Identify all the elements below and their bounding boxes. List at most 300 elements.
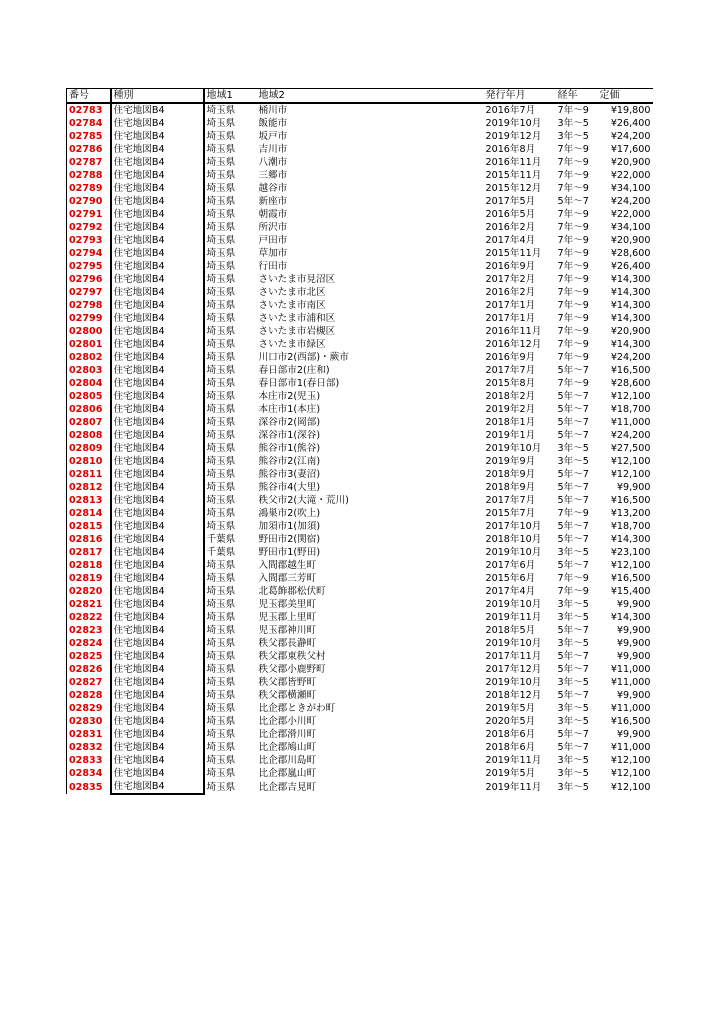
- cell-region2: 児玉郡美里町: [258, 599, 317, 610]
- cell-issued: 2020年5月: [485, 716, 536, 727]
- cell-type: 住宅地図B4: [111, 299, 204, 312]
- cell-years: 7年～9: [557, 235, 589, 246]
- header-years: 経年: [556, 89, 598, 104]
- cell-type: 住宅地図B4: [111, 156, 204, 169]
- cell-issued: 2019年5月: [485, 768, 536, 779]
- cell-number: 02821: [67, 598, 111, 611]
- cell-years: 5年～7: [557, 521, 589, 532]
- table-row: [67, 377, 653, 390]
- cell-region1: 埼玉県: [206, 365, 236, 376]
- table-row: [67, 351, 653, 364]
- cell-region1: 千葉県: [206, 534, 236, 545]
- cell-type: 住宅地図B4: [111, 702, 204, 715]
- cell-region1: 埼玉県: [206, 170, 236, 181]
- cell-type: 住宅地図B4: [111, 429, 204, 442]
- cell-region2: 桶川市: [258, 105, 288, 116]
- cell-years: 5年～7: [557, 534, 589, 545]
- cell-years: 7年～9: [557, 378, 589, 389]
- cell-region1: 埼玉県: [206, 352, 236, 363]
- table-row: [67, 156, 653, 169]
- cell-region2: 朝霞市: [258, 209, 288, 220]
- cell-type: 住宅地図B4: [111, 481, 204, 494]
- cell-price: ¥12,100: [610, 755, 651, 766]
- cell-price: ¥20,900: [610, 235, 651, 246]
- cell-price: ¥28,600: [610, 248, 651, 259]
- cell-price: ¥14,300: [610, 313, 651, 324]
- cell-price: ¥24,200: [610, 196, 651, 207]
- cell-price: ¥20,900: [610, 157, 651, 168]
- cell-price: ¥16,500: [610, 365, 651, 376]
- cell-years: 7年～9: [557, 209, 589, 220]
- cell-type: 住宅地図B4: [111, 390, 204, 403]
- cell-price: ¥34,100: [610, 222, 651, 233]
- cell-region1: 埼玉県: [206, 404, 236, 415]
- cell-number: 02827: [67, 676, 111, 689]
- cell-years: 5年～7: [557, 560, 589, 571]
- cell-number: 02802: [67, 351, 111, 364]
- cell-type: 住宅地図B4: [111, 221, 204, 234]
- cell-region1: 埼玉県: [206, 391, 236, 402]
- cell-price: ¥9,900: [616, 638, 651, 649]
- cell-issued: 2015年12月: [485, 183, 542, 194]
- cell-region2: 飯能市: [258, 118, 288, 129]
- cell-type: 住宅地図B4: [111, 195, 204, 208]
- cell-region2: 秩父郡小鹿野町: [258, 664, 326, 675]
- cell-region2: 草加市: [258, 248, 288, 259]
- cell-years: 3年～5: [557, 768, 589, 779]
- cell-years: 7年～9: [557, 261, 589, 272]
- cell-years: 3年～5: [557, 781, 589, 793]
- cell-issued: 2016年7月: [485, 105, 536, 116]
- cell-region1: 埼玉県: [206, 690, 236, 701]
- cell-type: 住宅地図B4: [111, 650, 204, 663]
- cell-issued: 2017年5月: [485, 196, 536, 207]
- table-row: [67, 260, 653, 273]
- cell-number: 02800: [67, 325, 111, 338]
- cell-region2: 川口市2(西部)・蕨市: [258, 352, 349, 363]
- cell-type: 住宅地図B4: [111, 169, 204, 182]
- cell-type: 住宅地図B4: [111, 130, 204, 143]
- cell-years: 5年～7: [557, 742, 589, 753]
- cell-region2: 秩父郡皆野町: [258, 677, 317, 688]
- cell-price: ¥19,800: [610, 105, 651, 116]
- table-body: [67, 103, 653, 794]
- cell-type: 住宅地図B4: [111, 351, 204, 364]
- cell-price: ¥24,200: [610, 131, 651, 142]
- cell-region2: 秩父郡横瀬町: [258, 690, 317, 701]
- cell-number: 02808: [67, 429, 111, 442]
- cell-issued: 2019年1月: [485, 430, 536, 441]
- cell-price: ¥13,200: [610, 508, 651, 519]
- cell-issued: 2017年2月: [485, 274, 536, 285]
- cell-number: 02813: [67, 494, 111, 507]
- table-row: [67, 143, 653, 156]
- cell-type: 住宅地図B4: [111, 689, 204, 702]
- cell-issued: 2019年9月: [485, 456, 536, 467]
- cell-number: 02823: [67, 624, 111, 637]
- cell-region2: 野田市1(野田): [258, 547, 321, 558]
- cell-issued: 2017年6月: [485, 560, 536, 571]
- cell-number: 02809: [67, 442, 111, 455]
- cell-region1: 埼玉県: [206, 482, 236, 493]
- cell-number: 02811: [67, 468, 111, 481]
- cell-price: ¥14,300: [610, 612, 651, 623]
- cell-issued: 2018年10月: [485, 534, 542, 545]
- cell-type: 住宅地図B4: [111, 663, 204, 676]
- cell-years: 7年～9: [557, 287, 589, 298]
- cell-price: ¥24,200: [610, 430, 651, 441]
- cell-region1: 埼玉県: [206, 573, 236, 584]
- cell-price: ¥9,900: [616, 729, 651, 740]
- cell-issued: 2019年10月: [485, 638, 542, 649]
- cell-region1: 埼玉県: [206, 625, 236, 636]
- cell-issued: 2018年5月: [485, 625, 536, 636]
- cell-number: 02783: [67, 103, 111, 117]
- cell-number: 02804: [67, 377, 111, 390]
- table-row: [67, 208, 653, 221]
- cell-region2: 春日部市2(庄和): [258, 365, 330, 376]
- cell-region1: 埼玉県: [206, 508, 236, 519]
- cell-region1: 埼玉県: [206, 586, 236, 597]
- cell-years: 5年～7: [557, 690, 589, 701]
- cell-issued: 2016年9月: [485, 352, 536, 363]
- table-row: [67, 364, 653, 377]
- cell-number: 02803: [67, 364, 111, 377]
- cell-number: 02833: [67, 754, 111, 767]
- cell-type: 住宅地図B4: [111, 416, 204, 429]
- cell-region2: 本庄市1(本庄): [258, 404, 321, 415]
- cell-region2: 熊谷市1(熊谷): [258, 443, 321, 454]
- cell-type: 住宅地図B4: [111, 260, 204, 273]
- cell-region1: 埼玉県: [206, 183, 236, 194]
- cell-price: ¥12,100: [610, 781, 651, 793]
- cell-number: 02828: [67, 689, 111, 702]
- cell-years: 7年～9: [557, 105, 589, 116]
- cell-years: 7年～9: [557, 222, 589, 233]
- cell-region2: 熊谷市3(妻沼): [258, 469, 321, 480]
- cell-number: 02788: [67, 169, 111, 182]
- cell-type: 住宅地図B4: [111, 208, 204, 221]
- cell-region1: 埼玉県: [206, 222, 236, 233]
- map-catalog-table: [66, 88, 653, 795]
- cell-issued: 2017年1月: [485, 313, 536, 324]
- table-row: [67, 103, 653, 117]
- cell-price: ¥16,500: [610, 716, 651, 727]
- cell-region1: 埼玉県: [206, 144, 236, 155]
- cell-region1: 埼玉県: [206, 768, 236, 779]
- cell-region2: 八潮市: [258, 157, 288, 168]
- cell-price: ¥14,300: [610, 287, 651, 298]
- table-row: [67, 195, 653, 208]
- cell-number: 02799: [67, 312, 111, 325]
- cell-issued: 2015年11月: [485, 170, 542, 181]
- cell-region1: 埼玉県: [206, 469, 236, 480]
- cell-region1: 埼玉県: [206, 287, 236, 298]
- cell-type: 住宅地図B4: [111, 520, 204, 533]
- cell-number: 02795: [67, 260, 111, 273]
- cell-type: 住宅地図B4: [111, 377, 204, 390]
- cell-years: 5年～7: [557, 664, 589, 675]
- cell-type: 住宅地図B4: [111, 455, 204, 468]
- cell-type: 住宅地図B4: [111, 234, 204, 247]
- table-row: [67, 468, 653, 481]
- cell-number: 02812: [67, 481, 111, 494]
- cell-issued: 2019年2月: [485, 404, 536, 415]
- cell-price: ¥9,900: [616, 599, 651, 610]
- cell-number: 02824: [67, 637, 111, 650]
- cell-region2: 入間郡越生町: [258, 560, 317, 571]
- cell-years: 7年～9: [557, 157, 589, 168]
- cell-issued: 2018年12月: [485, 690, 542, 701]
- cell-years: 5年～7: [557, 482, 589, 493]
- cell-price: ¥11,000: [610, 417, 651, 428]
- cell-type: 住宅地図B4: [111, 780, 204, 794]
- cell-issued: 2018年9月: [485, 469, 536, 480]
- cell-type: 住宅地図B4: [111, 507, 204, 520]
- cell-region2: 所沢市: [258, 222, 288, 233]
- cell-region1: 埼玉県: [206, 196, 236, 207]
- table-row: [67, 715, 653, 728]
- cell-region1: 埼玉県: [206, 703, 236, 714]
- table-row: [67, 624, 653, 637]
- cell-number: 02789: [67, 182, 111, 195]
- cell-years: 7年～9: [557, 508, 589, 519]
- cell-region2: 児玉郡上里町: [258, 612, 317, 623]
- table-row: [67, 234, 653, 247]
- cell-number: 02825: [67, 650, 111, 663]
- table-row: [67, 455, 653, 468]
- cell-type: 住宅地図B4: [111, 741, 204, 754]
- cell-type: 住宅地図B4: [111, 247, 204, 260]
- cell-region1: 埼玉県: [206, 131, 236, 142]
- cell-type: 住宅地図B4: [111, 143, 204, 156]
- cell-years: 7年～9: [557, 339, 589, 350]
- cell-number: 02793: [67, 234, 111, 247]
- cell-years: 3年～5: [557, 755, 589, 766]
- cell-type: 住宅地図B4: [111, 273, 204, 286]
- cell-years: 3年～5: [557, 703, 589, 714]
- table-row: [67, 689, 653, 702]
- cell-type: 住宅地図B4: [111, 364, 204, 377]
- cell-issued: 2015年6月: [485, 573, 536, 584]
- cell-price: ¥18,700: [610, 521, 651, 532]
- cell-region1: 千葉県: [206, 547, 236, 558]
- cell-issued: 2016年11月: [485, 326, 542, 337]
- cell-type: 住宅地図B4: [111, 637, 204, 650]
- cell-region2: さいたま市北区: [258, 287, 326, 298]
- table-row: [67, 390, 653, 403]
- cell-issued: 2016年2月: [485, 287, 536, 298]
- cell-number: 02822: [67, 611, 111, 624]
- cell-type: 住宅地図B4: [111, 468, 204, 481]
- cell-type: 住宅地図B4: [111, 598, 204, 611]
- cell-issued: 2019年10月: [485, 118, 542, 129]
- cell-region1: 埼玉県: [206, 235, 236, 246]
- cell-region1: 埼玉県: [206, 209, 236, 220]
- cell-region2: 本庄市2(児玉): [258, 391, 321, 402]
- cell-years: 3年～5: [557, 716, 589, 727]
- table-row: [67, 286, 653, 299]
- cell-issued: 2019年11月: [485, 612, 542, 623]
- table-row: [67, 728, 653, 741]
- cell-issued: 2017年4月: [485, 235, 536, 246]
- cell-issued: 2016年9月: [485, 261, 536, 272]
- cell-price: ¥9,900: [616, 482, 651, 493]
- cell-years: 3年～5: [557, 599, 589, 610]
- cell-region2: 秩父郡長瀞町: [258, 638, 317, 649]
- cell-years: 3年～5: [557, 612, 589, 623]
- header-region1: 地域1: [204, 89, 257, 104]
- table-row: [67, 754, 653, 767]
- cell-number: 02791: [67, 208, 111, 221]
- cell-years: 5年～7: [557, 729, 589, 740]
- cell-years: 3年～5: [557, 118, 589, 129]
- cell-issued: 2016年5月: [485, 209, 536, 220]
- cell-price: ¥23,100: [610, 547, 651, 558]
- cell-years: 7年～9: [557, 573, 589, 584]
- cell-price: ¥14,300: [610, 300, 651, 311]
- table-row: [67, 520, 653, 533]
- cell-price: ¥14,300: [610, 534, 651, 545]
- cell-type: 住宅地図B4: [111, 533, 204, 546]
- cell-region2: 入間郡三芳町: [258, 573, 317, 584]
- cell-number: 02819: [67, 572, 111, 585]
- cell-region2: 越谷市: [258, 183, 288, 194]
- cell-region1: 埼玉県: [206, 248, 236, 259]
- cell-region1: 埼玉県: [206, 755, 236, 766]
- cell-region2: 熊谷市2(江南): [258, 456, 321, 467]
- cell-years: 5年～7: [557, 651, 589, 662]
- cell-number: 02805: [67, 390, 111, 403]
- cell-price: ¥11,000: [610, 703, 651, 714]
- cell-number: 02794: [67, 247, 111, 260]
- cell-price: ¥11,000: [610, 742, 651, 753]
- cell-region1: 埼玉県: [206, 378, 236, 389]
- cell-region2: 春日部市1(春日部): [258, 378, 340, 389]
- cell-region1: 埼玉県: [206, 638, 236, 649]
- table-row: [67, 494, 653, 507]
- cell-type: 住宅地図B4: [111, 715, 204, 728]
- cell-region2: 深谷市1(深谷): [258, 430, 321, 441]
- cell-number: 02790: [67, 195, 111, 208]
- cell-region1: 埼玉県: [206, 157, 236, 168]
- cell-issued: 2018年9月: [485, 482, 536, 493]
- cell-price: ¥16,500: [610, 573, 651, 584]
- cell-years: 5年～7: [557, 495, 589, 506]
- cell-number: 02830: [67, 715, 111, 728]
- cell-years: 5年～7: [557, 404, 589, 415]
- cell-region2: 比企郡川島町: [258, 755, 317, 766]
- cell-region2: 比企郡小川町: [258, 716, 317, 727]
- cell-issued: 2019年10月: [485, 547, 542, 558]
- header-issued: 発行年月: [484, 89, 556, 104]
- cell-issued: 2019年10月: [485, 443, 542, 454]
- cell-issued: 2017年11月: [485, 651, 542, 662]
- table-header: [67, 89, 653, 104]
- cell-region1: 埼玉県: [206, 313, 236, 324]
- header-number: 番号: [67, 89, 111, 104]
- cell-issued: 2015年8月: [485, 378, 536, 389]
- cell-region1: 埼玉県: [206, 612, 236, 623]
- table-row: [67, 221, 653, 234]
- cell-years: 7年～9: [557, 248, 589, 259]
- cell-number: 02834: [67, 767, 111, 780]
- cell-price: ¥16,500: [610, 495, 651, 506]
- table-row: [67, 559, 653, 572]
- cell-years: 7年～9: [557, 170, 589, 181]
- table-row: [67, 546, 653, 559]
- cell-region1: 埼玉県: [206, 742, 236, 753]
- cell-price: ¥24,200: [610, 352, 651, 363]
- cell-region2: 秩父市2(大滝・荒川): [258, 495, 349, 506]
- table-row: [67, 416, 653, 429]
- table-row: [67, 299, 653, 312]
- cell-region1: 埼玉県: [206, 651, 236, 662]
- cell-region2: 熊谷市4(大里): [258, 482, 321, 493]
- cell-issued: 2018年6月: [485, 742, 536, 753]
- cell-type: 住宅地図B4: [111, 611, 204, 624]
- cell-years: 5年～7: [557, 625, 589, 636]
- cell-price: ¥22,000: [610, 209, 651, 220]
- cell-price: ¥20,900: [610, 326, 651, 337]
- cell-price: ¥14,300: [610, 274, 651, 285]
- header-price: 定価: [598, 89, 653, 104]
- table-row: [67, 767, 653, 780]
- cell-type: 住宅地図B4: [111, 494, 204, 507]
- table-row: [67, 780, 653, 794]
- header-type: 種別: [111, 89, 204, 104]
- cell-price: ¥15,400: [610, 586, 651, 597]
- cell-region2: 比企郡滑川町: [258, 729, 317, 740]
- cell-type: 住宅地図B4: [111, 754, 204, 767]
- cell-type: 住宅地図B4: [111, 572, 204, 585]
- cell-region2: 新座市: [258, 196, 288, 207]
- cell-price: ¥18,700: [610, 404, 651, 415]
- cell-region2: さいたま市南区: [258, 300, 326, 311]
- cell-issued: 2017年1月: [485, 300, 536, 311]
- cell-region2: さいたま市見沼区: [258, 274, 336, 285]
- cell-number: 02797: [67, 286, 111, 299]
- cell-region1: 埼玉県: [206, 417, 236, 428]
- cell-years: 5年～7: [557, 196, 589, 207]
- cell-price: ¥9,900: [616, 690, 651, 701]
- table-row: [67, 169, 653, 182]
- cell-price: ¥11,000: [610, 664, 651, 675]
- cell-price: ¥12,100: [610, 469, 651, 480]
- cell-price: ¥14,300: [610, 339, 651, 350]
- cell-type: 住宅地図B4: [111, 338, 204, 351]
- cell-region2: 深谷市2(岡部): [258, 417, 321, 428]
- cell-years: 5年～7: [557, 417, 589, 428]
- cell-region1: 埼玉県: [206, 430, 236, 441]
- cell-number: 02786: [67, 143, 111, 156]
- cell-years: 7年～9: [557, 300, 589, 311]
- cell-years: 7年～9: [557, 313, 589, 324]
- header-region2: 地域2: [257, 89, 484, 104]
- cell-region2: さいたま市岩槻区: [258, 326, 336, 337]
- cell-region1: 埼玉県: [206, 729, 236, 740]
- cell-region1: 埼玉県: [206, 274, 236, 285]
- cell-number: 02785: [67, 130, 111, 143]
- cell-type: 住宅地図B4: [111, 546, 204, 559]
- cell-years: 3年～5: [557, 443, 589, 454]
- cell-number: 02832: [67, 741, 111, 754]
- cell-issued: 2019年11月: [485, 755, 542, 766]
- cell-issued: 2018年1月: [485, 417, 536, 428]
- cell-years: 5年～7: [557, 430, 589, 441]
- cell-type: 住宅地図B4: [111, 117, 204, 130]
- cell-issued: 2016年11月: [485, 157, 542, 168]
